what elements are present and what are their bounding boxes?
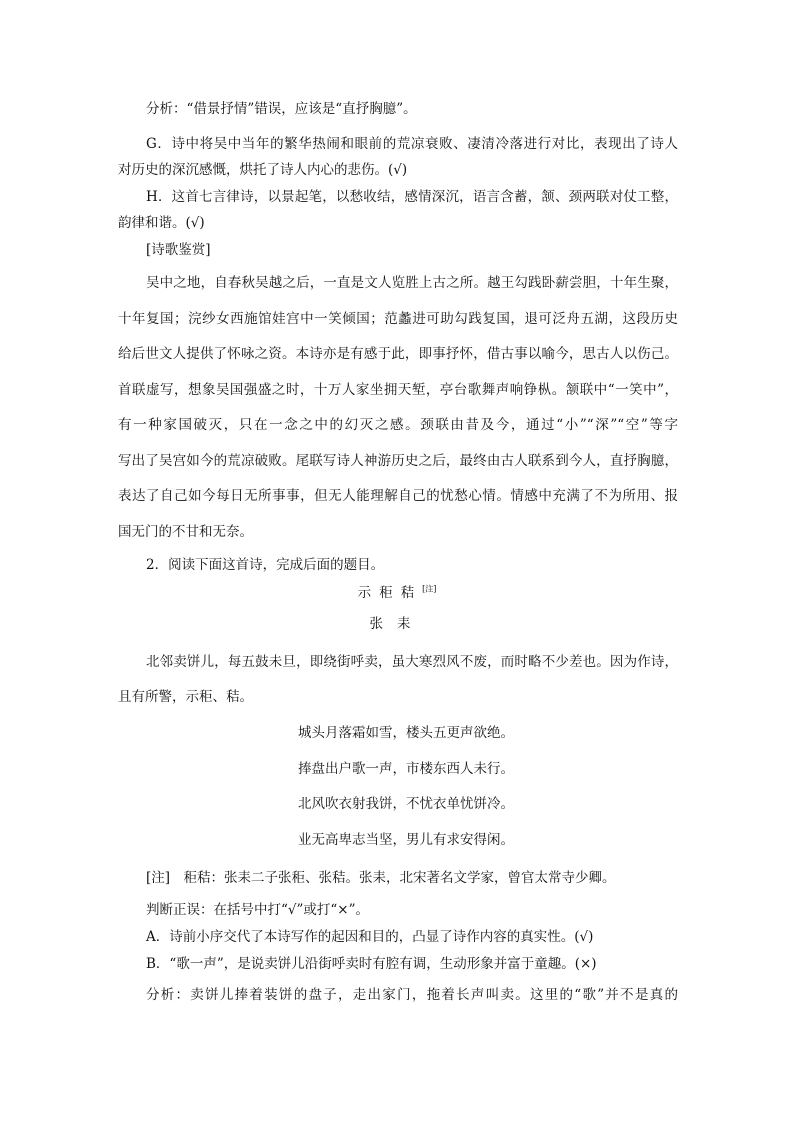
poem-author-text: 张耒 (369, 616, 425, 632)
appreciation-line: 首联虚写，想象吴国强盛之时，十万人家坐拥天堑，亭台歌舞声响铮枞。颔联中“一笑中”， (118, 382, 678, 398)
appreciation-line: 国无门的不甘和无奈。 (118, 524, 253, 540)
poem-note: [注] 秬秸：张耒二子张秬、张秸。张耒，北宋著名文学家，曾官太常寺少卿。 (146, 870, 616, 886)
poem-line: 城头月落霜如雪，楼头五更声欲绝。 (298, 725, 514, 741)
item-g-line-2: 对历史的深沉感慨，烘托了诗人内心的悲伤。(√) (118, 162, 408, 178)
poem-author (0, 614, 794, 634)
poem-line: 业无高卑志当坚，男儿有求安得闲。 (298, 832, 514, 848)
judge-instruction: 判断正误：在括号中打“√”或打“×”。 (146, 902, 370, 918)
poem-title (0, 583, 794, 603)
item-g-line-1: G．诗中将吴中当年的繁华热闹和眼前的荒凉衰败、凄清冷落进行对比，表现出了诗人 (146, 136, 678, 152)
poem-line: 北风吹衣射我饼，不忧衣单忧饼冷。 (298, 796, 514, 812)
appreciation-line: 写出了吴宫如今的荒凉破败。尾联写诗人神游历史之后，最终由古人联系到今人，直抒胸臆， (118, 453, 678, 469)
poem-line: 捧盘出户歌一声，市楼东西人未行。 (298, 761, 514, 777)
item-h-line-2: 韵律和谐。(√) (118, 215, 205, 231)
appreciation-heading: [诗歌鉴赏] (146, 242, 211, 258)
appreciation-line: 十年复国；浣纱女西施馆娃宫中一笑倾国；范蠡进可助勾践复国，退可泛舟五湖，这段历史 (118, 311, 678, 327)
analysis-2: 分析：卖饼儿捧着装饼的盘子，走出家门，拖着长声叫卖。这里的“歌”并不是真的 (146, 987, 678, 1003)
preface-line-1: 北邻卖饼儿，每五鼓未旦，即绕街呼卖，虽大寒烈风不废，而时略不少差也。因为作诗， (146, 654, 678, 670)
analysis-text: 分析：“借景抒情”错误，应该是“直抒胸臆”。 (146, 101, 417, 117)
question-2: 2．阅读下面这首诗，完成后面的题目。 (146, 557, 385, 573)
appreciation-line: 有一种家国破灭，只在一念之中的幻灭之感。颈联由昔及今，通过“小”“深”“空”等字 (118, 417, 678, 433)
appreciation-line: 表达了自己如今每日无所事事，但无人能理解自己的忧愁心情。情感中充满了不为所用、报 (118, 488, 678, 504)
item-h-line-1: H．这首七言律诗，以景起笔，以愁收结，感情深沉，语言含蓄，颔、颈两联对仗工整， (146, 189, 678, 205)
poem-title-text: 示秬秸 (357, 585, 423, 601)
appreciation-line: 给后世文人提供了怀咏之资。本诗亦是有感于此，即事抒怀，借古事以喻今，思古人以伤己。 (118, 346, 678, 362)
poem-title-note-mark: [注] (422, 584, 437, 594)
item-a: A．诗前小序交代了本诗写作的起因和目的，凸显了诗作内容的真实性。(√) (146, 929, 594, 945)
item-b: B．“歌一声”，是说卖饼儿沿街呼卖时有腔有调，生动形象并富于童趣。(×) (146, 956, 597, 972)
preface-line-2: 且有所警，示秬、秸。 (118, 689, 253, 705)
appreciation-line: 吴中之地，自春秋吴越之后，一直是文人览胜上古之所。越王勾践卧薪尝胆，十年生聚， (146, 275, 678, 291)
